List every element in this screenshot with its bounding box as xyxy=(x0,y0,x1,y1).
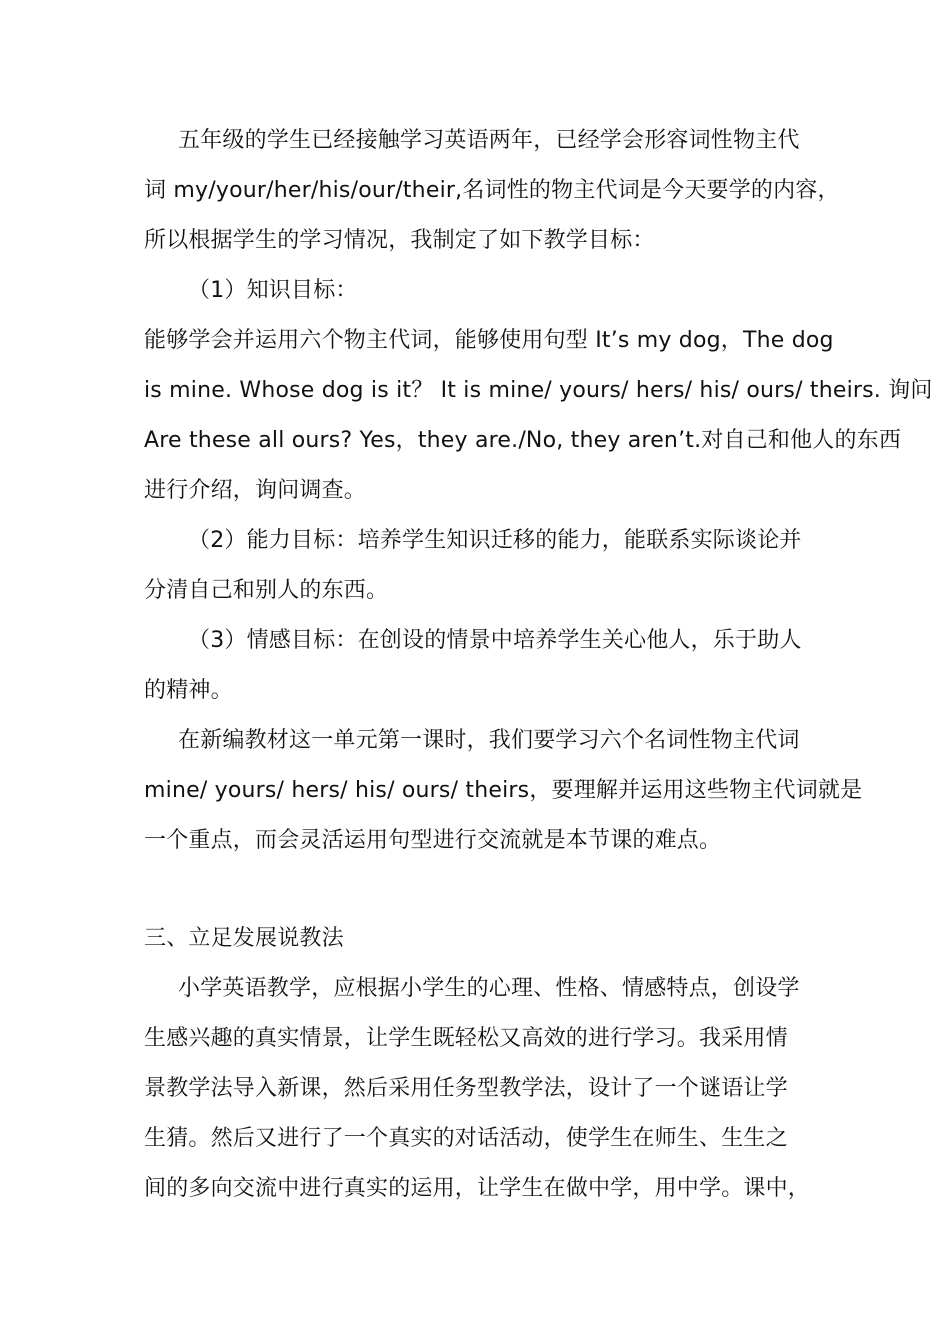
paragraph-line: 生感兴趣的真实情景，让学生既轻松又高效的进行学习。我采用情 xyxy=(144,1026,788,1051)
section-heading: 三、立足发展说教法 xyxy=(144,926,344,951)
paragraph-line: 景教学法导入新课，然后采用任务型教学法，设计了一个谜语让学 xyxy=(144,1076,788,1101)
paragraph-line: 间的多向交流中进行真实的运用，让学生在做中学，用中学。课中， xyxy=(144,1176,811,1201)
paragraph-line: 五年级的学生已经接触学习英语两年，已经学会形容词性物主代 xyxy=(178,128,800,153)
paragraph-line: 能够学会并运用六个物主代词，能够使用句型 It’s my dog，The dog xyxy=(144,328,834,353)
paragraph-line: 生猜。然后又进行了一个真实的对话活动，使学生在师生、生生之 xyxy=(144,1126,788,1151)
paragraph-line: 进行介绍，询问调查。 xyxy=(144,478,367,503)
objective-heading-3: （3）情感目标：在创设的情景中培养学生关心他人，乐于助人 xyxy=(188,628,802,653)
paragraph-line: Are these all ours? Yes，they are./No, they aren’t.对自己和他人的东西 xyxy=(144,428,902,453)
objective-heading-2: （2）能力目标：培养学生知识迁移的能力，能联系实际谈论并 xyxy=(188,528,802,553)
paragraph-line: 词 my/your/her/his/our/their,名词性的物主代词是今天要学的内容， xyxy=(144,178,840,203)
paragraph-line: 所以根据学生的学习情况，我制定了如下教学目标： xyxy=(144,228,655,253)
paragraph-line: 一个重点，而会灵活运用句型进行交流就是本节课的难点。 xyxy=(144,828,722,853)
paragraph-line: is mine. Whose dog is it？ It is mine/ yours/ hers/ his/ ours/ theirs. 询问 xyxy=(144,378,933,403)
paragraph-line: mine/ yours/ hers/ his/ ours/ theirs，要理解并运用这些物主代词就是 xyxy=(144,778,863,803)
paragraph-line: 的精神。 xyxy=(144,678,233,703)
paragraph-line: 在新编教材这一单元第一课时，我们要学习六个名词性物主代词 xyxy=(178,728,800,753)
objective-heading-1: （1）知识目标： xyxy=(188,278,358,303)
paragraph-line: 小学英语教学，应根据小学生的心理、性格、情感特点，创设学 xyxy=(178,976,800,1001)
paragraph-line: 分清自己和别人的东西。 xyxy=(144,578,389,603)
